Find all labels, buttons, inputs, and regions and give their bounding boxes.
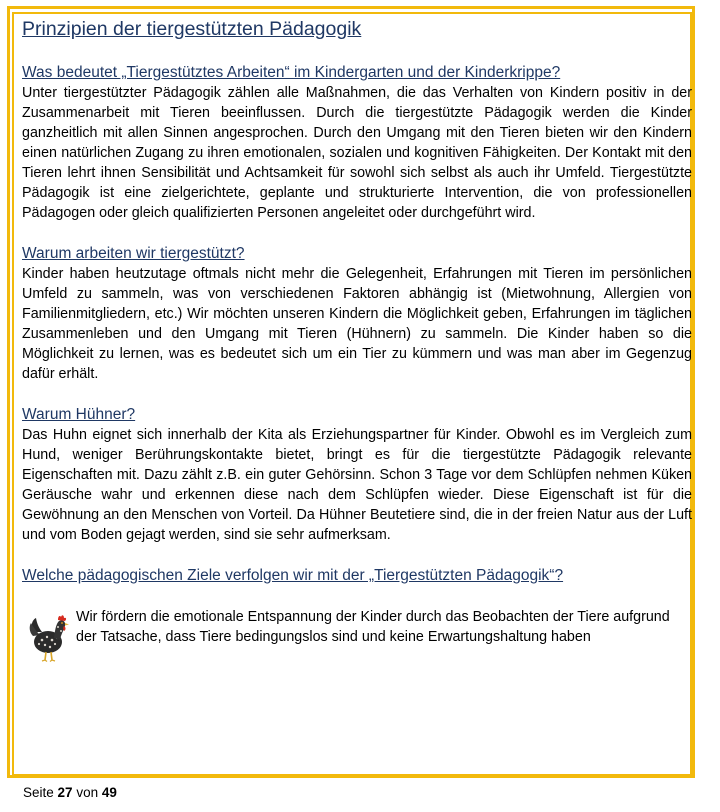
section-body-what: Unter tiergestützter Pädagogik zählen alle Maßnahmen, die das Verhalten von Kindern positiv in der Zusammenarbeit mit Tieren beeinflussen. Durch die tiergestützte Pädagogik werden die Kinder ganzheitlich mit allen Sinnen angesprochen. Durch den Umgang mit den Tieren bieten wir den Kindern einen natürlichen Zugang zu ihren emotionalen, sozialen und kognitiven Fähigkeiten. Der Kontakt mit den Tieren lehrt ihnen Sensibilität und Achtsamkeit für sowohl sich selbst als auch ihr Umfeld. Tiergestützte Pädagogik ist eine zielgerichtete, geplante und strukturierte Intervention, die von professionellen Pädagogen oder gleich qualifizierten Personen angeleitet oder durchgeführt wird. [22,85,692,221]
chicken-icon [28,610,72,664]
footer-prefix: Seite [23,785,54,800]
section-heading-what: Was bedeutet „Tiergestütztes Arbeiten“ im Kindergarten und der Kinderkrippe? [22,64,561,81]
page-title: Prinzipien der tiergestützten Pädagogik [22,18,362,40]
footer-total-pages: 49 [101,785,117,800]
footer-separator: von [76,785,99,800]
goal-text: Wir fördern die emotionale Entspannung der Kinder durch das Beobachten der Tiere aufgrund der Tatsache, dass Tiere bedingungslos sind und keine Erwartungshaltung haben [76,609,670,645]
section-body-why: Kinder haben heutzutage oftmals nicht mehr die Gelegenheit, Erfahrungen mit Tieren im persönlichen Umfeld zu sammeln, was von verschiedenen Faktoren abhängig ist (Mietwohnung, Allergien von Familienmitgliedern, etc.) Wir möchten unseren Kindern die Möglichkeit geben, Erfahrungen im täglichen Zusammenleben und den Umgang mit Tieren (Hühnern) zu sammeln. Die Kinder haben so die Möglichkeit zu lernen, was es bedeutet sich um ein Tier zu kümmern und was man aber im Gegenzug dafür erhält. [22,266,692,382]
section-heading-why: Warum arbeiten wir tiergestützt? [22,245,245,262]
footer-page-number: 27 [57,785,73,800]
document-content [22,16,692,664]
page-footer [23,785,117,800]
section-heading-goals: Welche pädagogischen Ziele verfolgen wir mit der „Tiergestützten Pädagogik“? [22,567,564,584]
section-body-why-chickens: Das Huhn eignet sich innerhalb der Kita als Erziehungspartner für Kinder. Obwohl es im Vergleich zum Hund, weniger Berührungskontakte bietet, bringt es für die tiergestützte Pädagogik relevante Eigenschaften mit. Dazu zählt z.B. ein guter Gehörsinn. Schon 3 Tage vor dem Schlüpfen nehmen Küken Geräusche wahr und erkennen diese nach dem Schlüpfen wieder. Diese Eigenschaft ist für die Gewöhnung an den Menschen von Vorteil. Da Hühner Beutetiere sind, die in der freien Natur aus der Luft und vom Boden gejagt werden, sind sie sehr aufmerksam. [22,427,692,543]
goal-list-item [28,607,692,664]
section-heading-why-chickens: Warum Hühner? [22,406,136,423]
